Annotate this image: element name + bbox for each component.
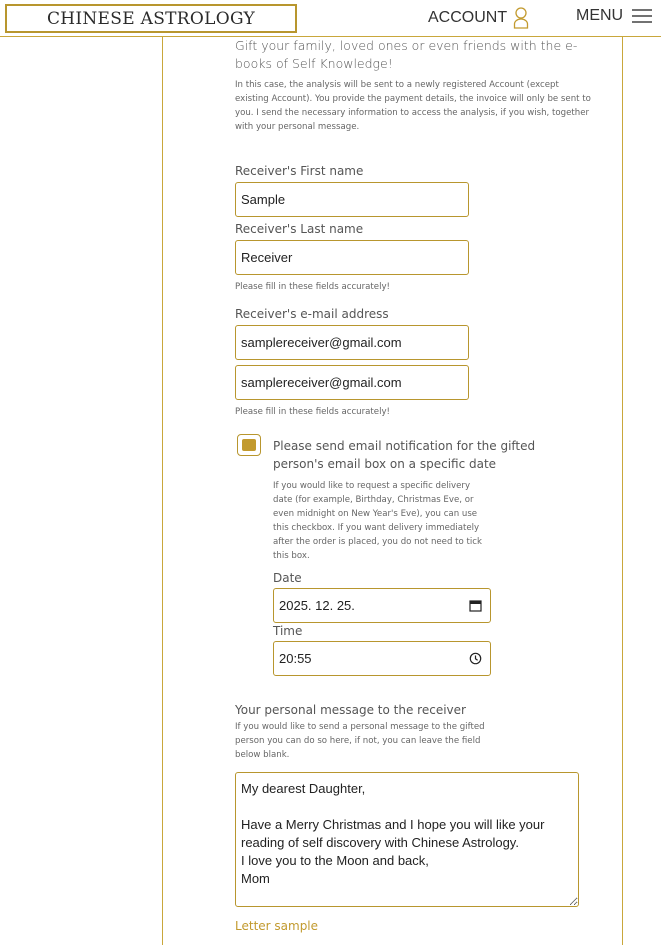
intro-text: In this case, the analysis will be sent to a newly registered Account (except existing Account). You provide the payment details, the invoice will only be sent to you. I send the necessary information to access the analysis, if you wish, together with your personal message. [235, 80, 591, 132]
time-field[interactable] [273, 641, 491, 676]
first-name-label: Receiver's First name [235, 164, 364, 178]
account-label: ACCOUNT [428, 9, 508, 26]
date-field[interactable] [273, 588, 491, 623]
date-label: Date [273, 571, 302, 585]
logo-text: CHINESE ASTROLOGY [46, 8, 256, 29]
email-value: samplereceiver@gmail.com [241, 335, 402, 350]
first-name-value: Sample [241, 192, 286, 207]
message-help: If you would like to send a personal message to the gifted person you can do so here, if not, you can leave the field below blank. [235, 722, 485, 760]
email-hint: Please fill in these fields accurately! [235, 407, 390, 417]
time-label: Time [273, 624, 303, 638]
intro-title: Gift your family, loved ones or even friends with the e-books of Self Knowledge! [235, 38, 578, 71]
account-button[interactable] [428, 7, 529, 29]
checkbox-checked-mark [242, 439, 256, 451]
email-label: Receiver's e-mail address [235, 307, 389, 321]
email-field[interactable] [235, 325, 469, 360]
time-value: 20:55 [279, 651, 312, 666]
first-name-field[interactable] [235, 182, 469, 217]
site-logo[interactable] [5, 4, 297, 33]
gift-form-panel [162, 37, 623, 945]
personal-message-textarea[interactable] [235, 772, 579, 907]
last-name-value: Receiver [241, 250, 293, 265]
top-header [0, 0, 661, 37]
delivery-date-checkbox[interactable] [237, 434, 261, 456]
user-icon [513, 7, 529, 29]
fields-hint: Please fill in these fields accurately! [235, 282, 390, 292]
menu-label: MENU [576, 7, 624, 24]
message-label: Your personal message to the receiver [235, 703, 466, 717]
delivery-date-checkbox-label: Please send email notification for the gifted person's email box on a specific date [273, 439, 536, 471]
menu-button[interactable] [576, 7, 653, 25]
email-confirm-value: samplereceiver@gmail.com [241, 375, 402, 390]
clock-icon[interactable] [469, 652, 482, 665]
hamburger-icon [631, 8, 653, 24]
date-value: 2025. 12. 25. [279, 598, 355, 613]
last-name-field[interactable] [235, 240, 469, 275]
letter-sample-link[interactable]: Letter sample [235, 919, 319, 933]
last-name-label: Receiver's Last name [235, 222, 364, 236]
email-confirm-field[interactable] [235, 365, 469, 400]
delivery-date-help: If you would like to request a specific delivery date (for example, Birthday, Christmas Eve, or even midnight on New Year's Eve), you can use this checkbox. If you want delivery immediately after the order is placed, you do not need to tick this box. [273, 481, 482, 561]
calendar-icon[interactable] [469, 599, 482, 612]
